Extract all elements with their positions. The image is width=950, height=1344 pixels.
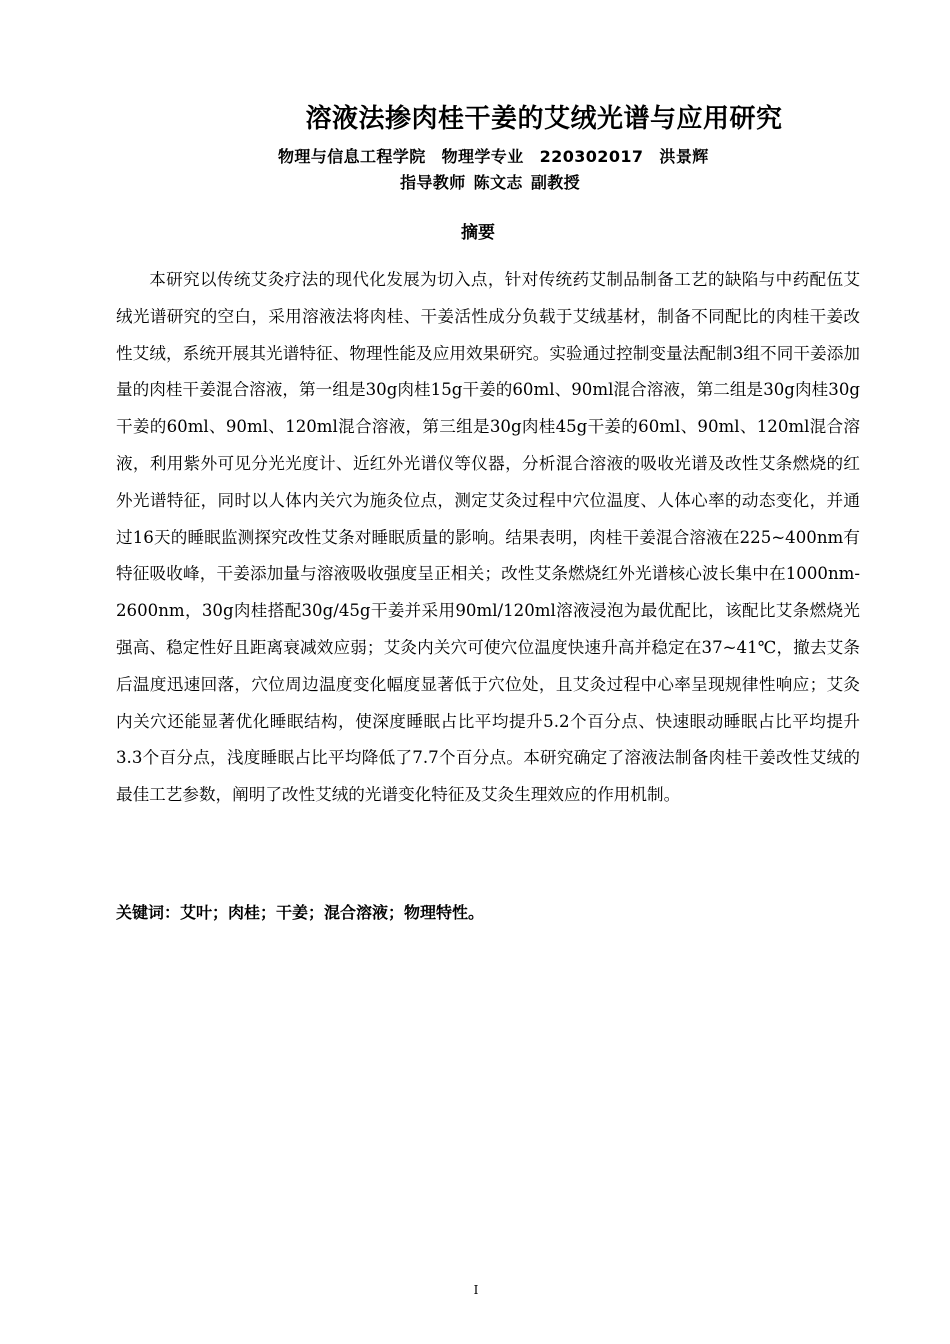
student-name: 洪景辉 (659, 147, 709, 166)
advisor-role: 指导教师 (400, 173, 466, 192)
paper-title: 溶液法掺肉桂干姜的艾绒光谱与应用研究 (305, 104, 783, 134)
abstract-body: 本研究以传统艾灸疗法的现代化发展为切入点，针对传统药艾制品制备工艺的缺陷与中药配伍艾绒光谱研究的空白，采用溶液法将肉桂、干姜活性成分负载于艾绒基材，制备不同配比的肉桂干姜改性艾绒，系统开展其光谱特征、物理性能及应用效果研究。实验通过控制变量法配制3组不同干姜添加量的肉桂干姜混合溶液，第一组是30g肉桂15g干姜的60ml、90ml混合溶液，第二组是30g肉桂30g干姜的60ml、90ml、120ml混合溶液，第三组是30g肉桂45g干姜的60ml、90ml、120ml混合溶液，利用紫外可见分光光度计、近红外光谱仪等仪器，分析混合溶液的吸收光谱及改性艾条燃烧的红外光谱特征，同时以人体内关穴为施灸位点，测定艾灸过程中穴位温度、人体心率的动态变化，并通过16天的睡眠监测探究改性艾条对睡眠质量的影响。结果表明，肉桂干姜混合溶液在225~400nm有特征吸收峰，干姜添加量与溶液吸收强度呈正相关；改性艾条燃烧红外光谱核心波长集中在1000nm-2600nm，30g肉桂搭配30g/45g干姜并采用90ml/120ml溶液浸泡为最优配比，该配比艾条燃烧光强高、稳定性好且距离衰减效应弱；艾灸内关穴可使穴位温度快速升高并稳定在37~41℃，撤去艾条后温度迅速回落，穴位周边温度变化幅度显著低于穴位处，且艾灸过程中心率呈现规律性响应；艾灸内关穴还能显著优化睡眠结构，使深度睡眠占比平均提升5.2个百分点、快速眼动睡眠占比平均提升3.3个百分点，浅度睡眠占比平均降低了7.7个百分点。本研究确定了溶液法制备肉桂干姜改性艾绒的最佳工艺参数，阐明了改性艾绒的光谱变化特征及艾灸生理效应的作用机制。 (116, 270, 860, 805)
author-line (278, 144, 725, 167)
advisor-name: 陈文志 (473, 173, 523, 192)
student-id: 220302017 (539, 147, 644, 166)
advisor-title: 副教授 (530, 173, 581, 192)
major-name: 物理学专业 (441, 147, 524, 166)
keywords-line: 关键词：艾叶；肉桂；干姜；混合溶液；物理特性。 (116, 903, 485, 922)
page-number: I (473, 1283, 479, 1297)
abstract-heading: 摘要 (461, 223, 495, 243)
college-name: 物理与信息工程学院 (278, 147, 426, 166)
advisor-line (400, 170, 588, 193)
